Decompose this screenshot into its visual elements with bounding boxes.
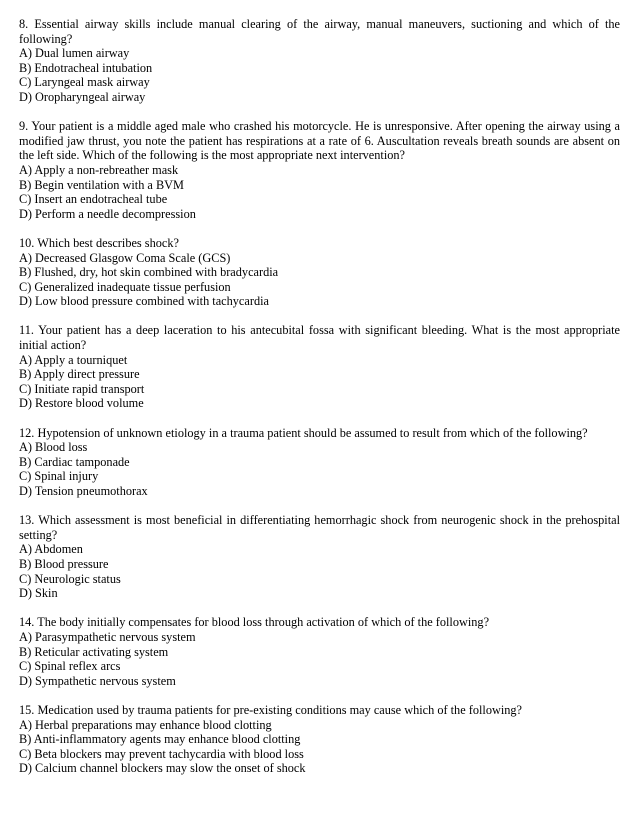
question-stem: 13. Which assessment is most beneficial in differentiating hemorrhagic shock from neurogenic shock in the prehospital setting? (19, 513, 620, 542)
answer-options (19, 718, 620, 776)
answer-option: A) Herbal preparations may enhance blood clotting (19, 717, 272, 732)
question-stem: 8. Essential airway skills include manual clearing of the airway, manual maneuvers, suctioning and which of the following? (19, 17, 620, 46)
answer-options (19, 440, 620, 498)
answer-option: B) Begin ventilation with a BVM (19, 177, 184, 192)
answer-option: A) Dual lumen airway (19, 46, 130, 61)
answer-option: D) Oropharyngeal airway (19, 89, 146, 104)
answer-option: D) Perform a needle decompression (19, 206, 196, 221)
answer-option: D) Skin (19, 586, 58, 601)
answer-option: D) Calcium channel blockers may slow the onset of shock (19, 761, 306, 776)
question-block (19, 119, 620, 221)
question-block (19, 17, 620, 105)
answer-option: B) Endotracheal intubation (19, 60, 153, 75)
answer-option: B) Reticular activating system (19, 644, 169, 659)
answer-option: A) Abdomen (19, 542, 83, 557)
answer-option: B) Apply direct pressure (19, 367, 140, 382)
answer-options (19, 46, 620, 104)
question-block (19, 703, 620, 776)
question-block (19, 513, 620, 601)
answer-option: A) Decreased Glasgow Coma Scale (GCS) (19, 250, 231, 265)
answer-option: B) Blood pressure (19, 556, 109, 571)
answer-option: A) Blood loss (19, 440, 88, 455)
answer-option: B) Flushed, dry, hot skin combined with bradycardia (19, 265, 279, 280)
answer-option: C) Laryngeal mask airway (19, 75, 150, 90)
question-stem: 11. Your patient has a deep laceration to his antecubital fossa with significant bleeding. What is the most appropriate initial action? (19, 323, 620, 353)
answer-option: C) Generalized inadequate tissue perfusion (19, 279, 231, 294)
answer-option: A) Apply a non-rebreather mask (19, 162, 179, 177)
answer-options (19, 251, 620, 309)
answer-option: C) Beta blockers may prevent tachycardia with blood loss (19, 746, 304, 761)
answer-option: C) Initiate rapid transport (19, 381, 145, 396)
answer-option: D) Restore blood volume (19, 396, 144, 411)
question-stem: 15. Medication used by trauma patients for pre-existing conditions may cause which of the following? (19, 702, 523, 717)
answer-option: A) Parasympathetic nervous system (19, 629, 196, 644)
question-list (19, 17, 620, 776)
answer-options (19, 353, 620, 411)
question-block (19, 323, 620, 411)
question-stem: 12. Hypotension of unknown etiology in a trauma patient should be assumed to result from which of the following? (19, 425, 588, 440)
answer-option: D) Sympathetic nervous system (19, 673, 176, 688)
question-stem: 9. Your patient is a middle aged male who crashed his motorcycle. He is unresponsive. After opening the airway using a modified jaw thrust, you note the patient has respirations at a rate of 6. Auscultation reveals breath sounds are absent on the left side. Which of the following is the most appropriate next intervention? (19, 119, 620, 163)
answer-option: A) Apply a tourniquet (19, 352, 128, 367)
question-stem: 10. Which best describes shock? (19, 235, 179, 250)
answer-option: C) Neurologic status (19, 571, 121, 586)
answer-options (19, 630, 620, 688)
answer-option: B) Cardiac tamponade (19, 454, 130, 469)
question-block (19, 615, 620, 688)
answer-options (19, 542, 620, 600)
question-block (19, 426, 620, 499)
answer-options (19, 163, 620, 221)
question-block (19, 236, 620, 309)
answer-option: C) Spinal reflex arcs (19, 659, 121, 674)
question-stem: 14. The body initially compensates for blood loss through activation of which of the following? (19, 615, 490, 630)
answer-option: B) Anti-inflammatory agents may enhance blood clotting (19, 732, 301, 747)
answer-option: D) Tension pneumothorax (19, 484, 148, 498)
answer-option: C) Spinal injury (19, 469, 99, 484)
answer-option: D) Low blood pressure combined with tachycardia (19, 294, 269, 309)
answer-option: C) Insert an endotracheal tube (19, 192, 168, 207)
